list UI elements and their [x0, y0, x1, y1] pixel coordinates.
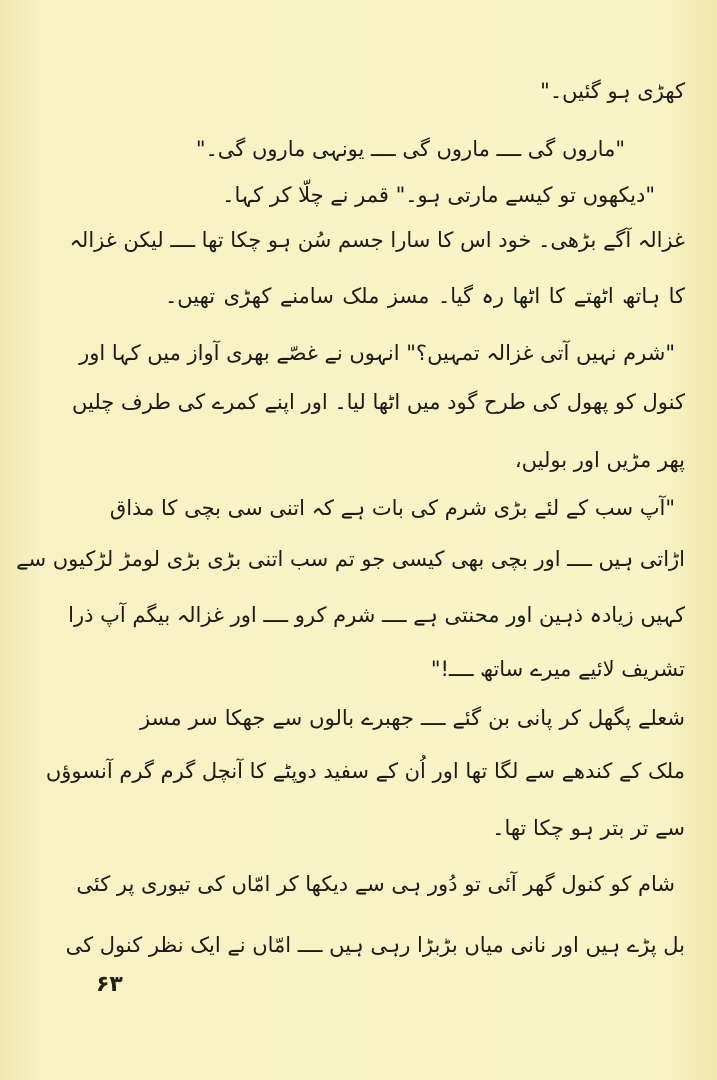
page-text [16, 79, 685, 957]
text-line: کا ہاتھ اٹھتے کا اٹھا رہ گیا۔ مسز ملک سامنے کھڑی تھیں۔ [165, 284, 685, 308]
text-line: غزالہ آگے بڑھی۔ خود اس کا سارا جسم سُن ہو چکا تھا ــــ لیکن غزالہ [69, 228, 685, 252]
text-line: "دیکھوں تو کیسے مارتی ہو۔" قمر نے چلّا کر کہا۔ [222, 183, 655, 207]
text-line: "شرم نہیں آتی غزالہ تمہیں؟" انہوں نے غصّے بھری آواز میں کہا اور [79, 341, 675, 365]
text-line: کنول کو پھول کی طرح گود میں اٹھا لیا۔ اور اپنے کمرے کی طرف چلیں [72, 390, 685, 414]
text-line: "آپ سب کے لئے بڑی شرم کی بات ہے کہ اتنی سی بچی کا مذاق [109, 496, 675, 520]
text-line: تشریف لائیے میرے ساتھ ــــ!" [430, 657, 685, 681]
page-number: ۶۳ [96, 972, 123, 997]
text-line: شعلے پگھل کر پانی بن گئے ــــ جھبرے بالوں سے جھکا سر مسز [140, 706, 685, 730]
text-line: شام کو کنول گھر آئی تو دُور ہی سے دیکھا کر امّاں کی تیوری پر کئی [76, 872, 675, 896]
text-line: کہیں زیادہ ذہین اور محنتی ہے ــــ شرم کرو ــــ اور غزالہ بیگم آپ ذرا [68, 603, 685, 627]
text-line: پھر مڑیں اور بولیں، [514, 448, 685, 472]
text-line: اڑاتی ہیں ــــ اور بچی بھی کیسی جو تم سب اتنی بڑی بڑی لومڑ لڑکیوں سے [16, 547, 685, 571]
text-line: سے تر بتر ہو چکا تھا۔ [492, 816, 685, 840]
text-line: ملک کے کندھے سے لگا تھا اور اُن کے سفید دوپٹے کا آنچل گرم گرم آنسوؤں [45, 759, 685, 783]
text-line: کھڑی ہو گئیں۔" [540, 79, 685, 103]
text-line: "ماروں گی ــــ ماروں گی ــــ یونہی ماروں گی۔" [195, 137, 625, 161]
text-line: بل پڑے ہیں اور نانی میاں بڑبڑا رہی ہیں ــــ امّاں نے ایک نظر کنول کی [65, 933, 685, 957]
